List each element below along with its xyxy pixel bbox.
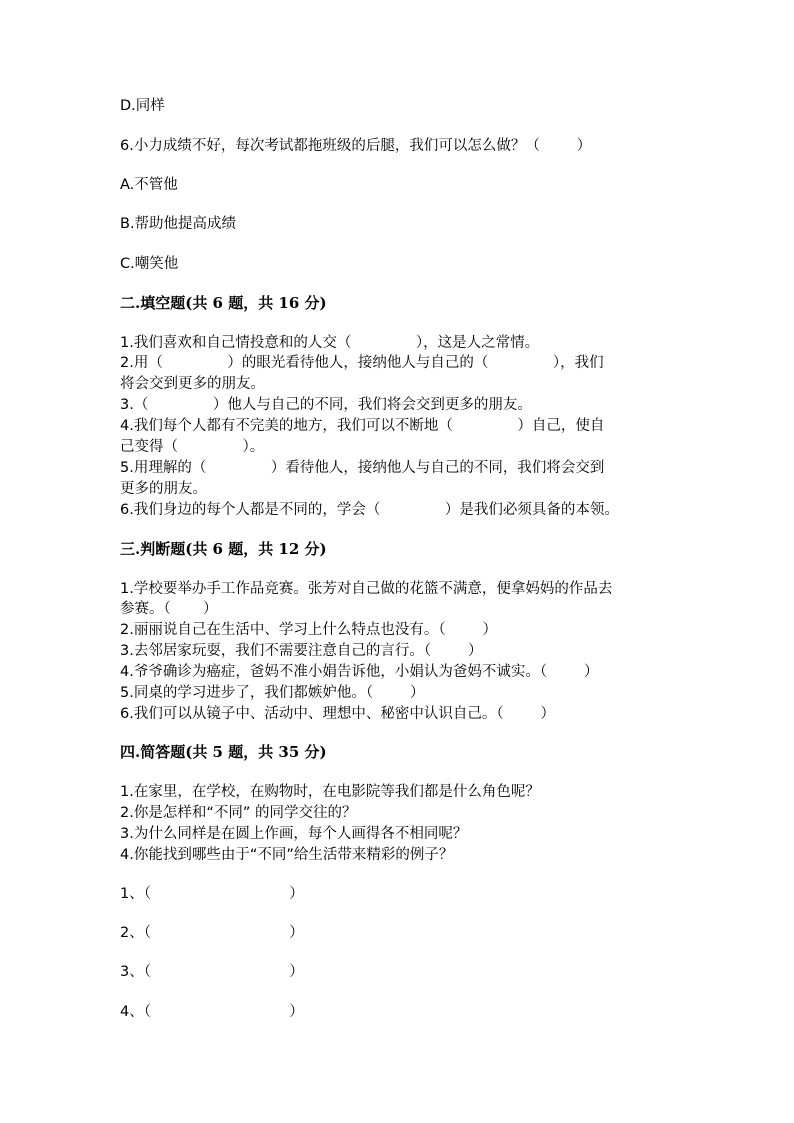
q6-option-b: B.帮助他提高成绩 (120, 216, 237, 232)
answer-blank: 4、（ ） (120, 1004, 304, 1020)
fill-blank-line: 更多的朋友。 (120, 481, 207, 497)
fill-blank-line: 4.我们每个人都有不完美的地方，我们可以不断地（ ）自己，使自 (120, 418, 605, 434)
short-answer-line: 4.你能找到哪些由于“不同”给生活带来精彩的例子？ (120, 847, 454, 863)
short-answer-line: 3.为什么同样是在圆上作画，每个人画得各不相同呢？ (120, 826, 468, 842)
q6-option-c: C.嘲笑他 (120, 256, 179, 272)
fill-blank-line: 将会交到更多的朋友。 (120, 376, 265, 392)
fill-blank-line: 2.用（ ）的眼光看待他人，接纳他人与自己的（ ），我们 (120, 355, 604, 371)
judge-line: 6.我们可以从镜子中、活动中、理想中、秘密中认识自己。（ ） (120, 706, 555, 722)
answer-blank: 2、（ ） (120, 925, 304, 941)
fill-blank-line: 6.我们身边的每个人都是不同的，学会（ ）是我们必须具备的本领。 (120, 502, 619, 518)
option-d-prev: D.同样 (120, 98, 165, 114)
section-4-heading: 四.简答题(共 5 题，共 35 分) (120, 743, 327, 761)
judge-line: 1.学校要举办手工作品竞赛。张芳对自己做的花篮不满意，便拿妈妈的作品去 (120, 581, 613, 597)
short-answer-line: 1.在家里，在学校，在购物时，在电影院等我们都是什么角色呢？ (120, 784, 540, 800)
answer-blank: 3、（ ） (120, 964, 304, 980)
judge-line: 2.丽丽说自己在生活中、学习上什么特点也没有。（ ） (120, 622, 497, 638)
fill-blank-line: 己变得（ ）。 (120, 439, 265, 455)
short-answer-line: 2.你是怎样和“不同” 的同学交往的？ (120, 805, 357, 821)
fill-blank-line: 1.我们喜欢和自己情投意和的人交（ ），这是人之常情。 (120, 335, 540, 351)
section-2-heading: 二.填空题(共 6 题，共 16 分) (120, 294, 327, 312)
answer-blank: 1、（ ） (120, 886, 304, 902)
judge-line: 5.同桌的学习进步了，我们都嫉妒他。（ ） (120, 685, 425, 701)
fill-blank-line: 3.（ ）他人与自己的不同，我们将会交到更多的朋友。 (120, 397, 532, 413)
judge-line: 3.去邻居家玩耍，我们不需要注意自己的言行。（ ） (120, 643, 483, 659)
judge-line: 参赛。（ ） (120, 601, 218, 617)
fill-blank-line: 5.用理解的（ ）看待他人，接纳他人与自己的不同，我们将会交到 (120, 460, 605, 476)
judge-line: 4.爷爷确诊为癌症，爸妈不准小娟告诉他，小娟认为爸妈不诚实。（ ） (120, 664, 599, 680)
question-6-stem: 6.小力成绩不好，每次考试都拖班级的后腿，我们可以怎么做？（ ） (120, 138, 592, 154)
q6-option-a: A.不管他 (120, 177, 178, 193)
section-3-heading: 三.判断题(共 6 题，共 12 分) (120, 540, 327, 558)
